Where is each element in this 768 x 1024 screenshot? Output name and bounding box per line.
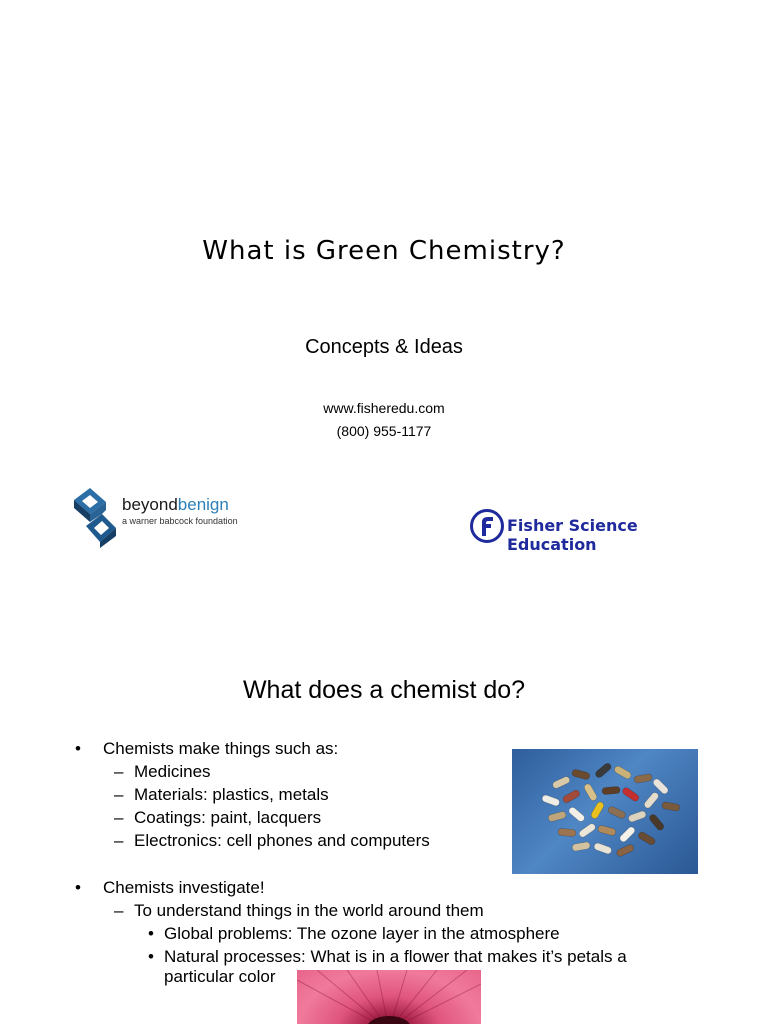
sub-item-text: Coatings: paint, lacquers (134, 808, 322, 827)
sub-item-text: Materials: plastics, metals (134, 785, 329, 804)
bullet-text: Chemists investigate! (103, 878, 265, 897)
bullet-text: Chemists make things such as: (103, 739, 339, 758)
dash-mark: – (114, 785, 124, 804)
sub-sub-item-text: Global problems: The ozone layer in the atmosphere (164, 924, 560, 943)
sub-list-item (114, 829, 430, 852)
dash-mark: – (114, 831, 124, 850)
beyondbenign-tagline: a warner babcock foundation (122, 516, 238, 526)
flower-photo (297, 970, 481, 1024)
sub-item-text: Electronics: cell phones and computers (134, 831, 430, 850)
sub-item-text: Medicines (134, 762, 211, 781)
sub-list-item (114, 783, 329, 806)
dash-mark: – (114, 762, 124, 781)
bullet-item (75, 737, 339, 760)
dash-mark: – (114, 901, 124, 920)
slide2-title: What does a chemist do? (242, 676, 526, 704)
bullet-mark: • (148, 924, 154, 943)
pills-illustration (512, 749, 698, 874)
dash-mark: – (114, 808, 124, 827)
sub-list-item (114, 899, 484, 922)
bullet-item (75, 876, 265, 899)
beyondbenign-logo (72, 486, 252, 550)
bullet-mark: • (148, 947, 154, 966)
beyondbenign-name: beyondbenign (122, 495, 229, 514)
sub-sub-list-item (148, 922, 560, 945)
flower-illustration (297, 970, 481, 1024)
pills-photo (512, 749, 698, 874)
website-text: www.fisheredu.com (323, 400, 445, 416)
fisher-name: Fisher Science Education (507, 516, 638, 554)
beyondbenign-emblem-icon (72, 486, 118, 550)
bullet-mark: • (75, 739, 81, 758)
sub-sub-item-continuation: particular color (164, 967, 276, 986)
fisher-emblem-icon (469, 508, 505, 544)
bullet-mark: • (75, 878, 81, 897)
slide-title: What is Green Chemistry? (202, 236, 566, 266)
sub-item-text: To understand things in the world around them (134, 901, 484, 920)
phone-text: (800) 955-1177 (336, 423, 432, 439)
fisher-logo (469, 506, 729, 554)
sub-sub-item-text: Natural processes: What is in a flower that makes it’s petals a (164, 947, 627, 966)
sub-list-item (114, 760, 211, 783)
slide-subtitle: Concepts & Ideas (305, 336, 463, 358)
sub-list-item (114, 806, 322, 829)
